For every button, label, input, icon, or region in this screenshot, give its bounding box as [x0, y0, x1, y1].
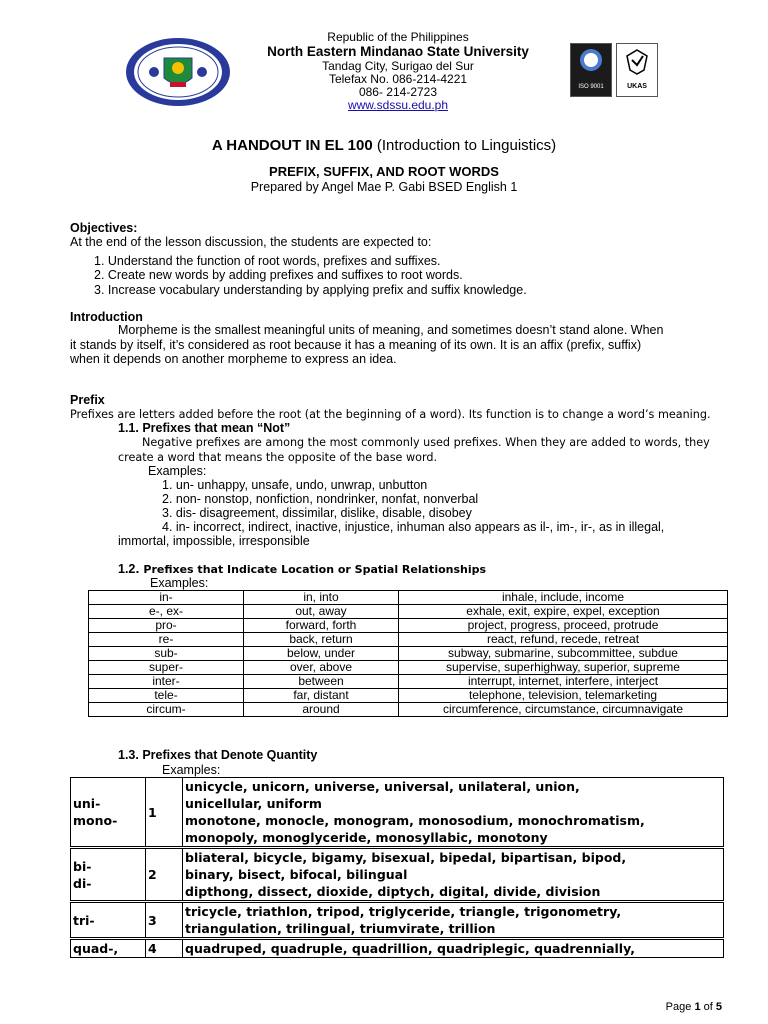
examples-cell: supervise, superhighway, superior, supreme: [399, 661, 728, 675]
examples-cell: exhale, exit, expire, expel, exception: [399, 605, 728, 619]
introduction-text: when it depends on another morpheme to express an idea.: [70, 352, 397, 366]
quantity-prefix-table: [70, 777, 724, 958]
examples-cell: circumference, circumstance, circumnavigate: [399, 703, 728, 717]
section-1-2-heading: 1.2. Prefixes that Indicate Location or Spatial Relationships: [118, 562, 487, 576]
examples-cell: inhale, include, income: [399, 591, 728, 605]
website-link[interactable]: www.sdssu.edu.ph: [347, 98, 449, 112]
meaning-cell: between: [244, 675, 399, 689]
introduction-text: it stands by itself, it’s considered as root because it has a meaning of its own. It is an affix (prefix, suffix): [70, 338, 642, 352]
negative-prefix-item: 2. non- nonstop, nonfiction, nondrinker, nonfat, nonverbal: [162, 492, 479, 506]
examples-label: Examples:: [162, 763, 221, 777]
address-line: Tandag City, Surigao del Sur: [322, 59, 474, 73]
handout-subtitle: PREFIX, SUFFIX, AND ROOT WORDS: [269, 164, 499, 179]
table-row: [89, 647, 728, 661]
prefix-cell: tele-: [89, 689, 244, 703]
prefix-cell: circum-: [89, 703, 244, 717]
objective-item: 2. Create new words by adding prefixes and suffixes to root words.: [94, 268, 463, 282]
number-cell: 1: [146, 778, 183, 848]
meaning-cell: far, distant: [244, 689, 399, 703]
words-cell: quadruped, quadruple, quadrillion, quadriplegic, quadrennially,: [183, 939, 724, 958]
objectives-intro: At the end of the lesson discussion, the students are expected to:: [70, 235, 432, 249]
section-1-1-heading: 1.1. Prefixes that mean “Not”: [118, 421, 291, 435]
section-1-1-text: Negative prefixes are among the most commonly used prefixes. When they are added to words, they: [142, 436, 710, 449]
negative-prefix-item: 4. in- incorrect, indirect, inactive, injustice, inhuman also appears as il-, im-, ir-, as in illegal,: [162, 520, 665, 534]
prefix-cell: quad-,: [71, 939, 146, 958]
examples-cell: telephone, television, telemarketing: [399, 689, 728, 703]
examples-label: Examples:: [148, 464, 207, 478]
prefix-cell: bi- di-: [71, 848, 146, 902]
negative-prefix-item: 1. un- unhappy, unsafe, undo, unwrap, unbutton: [162, 478, 428, 492]
meaning-cell: forward, forth: [244, 619, 399, 633]
table-row: [89, 591, 728, 605]
meaning-cell: back, return: [244, 633, 399, 647]
examples-cell: subway, submarine, subcommittee, subdue: [399, 647, 728, 661]
ukas-cert-icon: UKAS: [616, 43, 658, 97]
table-row: [71, 902, 724, 939]
objective-item: 3. Increase vocabulary understanding by applying prefix and suffix knowledge.: [94, 283, 527, 297]
table-row: [89, 619, 728, 633]
page-number: Page 1 of 5: [665, 1001, 722, 1013]
negative-prefix-item: 3. dis- disagreement, dissimilar, dislike, disable, disobey: [162, 506, 472, 520]
prefix-cell: inter-: [89, 675, 244, 689]
introduction-heading: Introduction: [70, 310, 143, 324]
table-row: [89, 633, 728, 647]
table-row: [89, 605, 728, 619]
handout-title: A HANDOUT IN EL 100 (Introduction to Linguistics): [211, 137, 557, 154]
examples-cell: interrupt, internet, interfere, interject: [399, 675, 728, 689]
prefix-cell: re-: [89, 633, 244, 647]
examples-label: Examples:: [150, 576, 209, 590]
words-cell: unicycle, unicorn, universe, universal, unilateral, union, unicellular, uniform monotone, monocle, monogram, monosodium, monochromatism, monopoly, monoglyceride, monosyllabic, monotony: [183, 778, 724, 848]
prefix-heading: Prefix: [70, 393, 105, 407]
objectives-heading: Objectives:: [70, 221, 138, 235]
table-row: [89, 661, 728, 675]
number-cell: 2: [146, 848, 183, 902]
university-name: North Eastern Mindanao State University: [267, 44, 529, 59]
section-1-3-heading: 1.3. Prefixes that Denote Quantity: [118, 748, 318, 762]
certification-logos: [570, 43, 658, 97]
prefix-cell: tri-: [71, 902, 146, 939]
phone-line: 086- 214-2723: [358, 85, 438, 99]
meaning-cell: in, into: [244, 591, 399, 605]
table-row: [89, 675, 728, 689]
prefix-cell: pro-: [89, 619, 244, 633]
introduction-text: Morpheme is the smallest meaningful units of meaning, and sometimes doesn’t stand alone. When: [118, 323, 664, 337]
prepared-by: Prepared by Angel Mae P. Gabi BSED English 1: [250, 180, 518, 194]
examples-cell: project, progress, proceed, protrude: [399, 619, 728, 633]
negative-prefix-item-cont: immortal, impossible, irresponsible: [118, 534, 310, 548]
prefix-definition: Prefixes are letters added before the root (at the beginning of a word). Its function is to change a word’s meaning.: [70, 408, 711, 421]
table-row: [71, 939, 724, 958]
prefix-cell: uni- mono-: [71, 778, 146, 848]
meaning-cell: below, under: [244, 647, 399, 661]
prefix-cell: sub-: [89, 647, 244, 661]
prefix-cell: in-: [89, 591, 244, 605]
section-1-1-text: create a word that means the opposite of the base word.: [118, 451, 438, 464]
prefix-cell: super-: [89, 661, 244, 675]
meaning-cell: over, above: [244, 661, 399, 675]
meaning-cell: out, away: [244, 605, 399, 619]
words-cell: bliateral, bicycle, bigamy, bisexual, bipedal, bipartisan, bipod, binary, bisect, bifocal, bilingual dipthong, dissect, dioxide, diptych, digital, divide, division: [183, 848, 724, 902]
table-row: [71, 778, 724, 848]
telefax-line: Telefax No. 086-214-4221: [328, 72, 468, 86]
meaning-cell: around: [244, 703, 399, 717]
location-prefix-table: [88, 590, 728, 717]
country-line: Republic of the Philippines: [327, 30, 469, 44]
iso-cert-icon: ISO 9001: [570, 43, 612, 97]
table-row: [89, 703, 728, 717]
number-cell: 3: [146, 902, 183, 939]
objective-item: 1. Understand the function of root words, prefixes and suffixes.: [94, 254, 441, 268]
table-row: [89, 689, 728, 703]
table-row: [71, 848, 724, 902]
prefix-cell: e-, ex-: [89, 605, 244, 619]
number-cell: 4: [146, 939, 183, 958]
examples-cell: react, refund, recede, retreat: [399, 633, 728, 647]
words-cell: tricycle, triathlon, tripod, triglyceride, triangle, trigonometry, triangulation, trilingual, triumvirate, trillion: [183, 902, 724, 939]
